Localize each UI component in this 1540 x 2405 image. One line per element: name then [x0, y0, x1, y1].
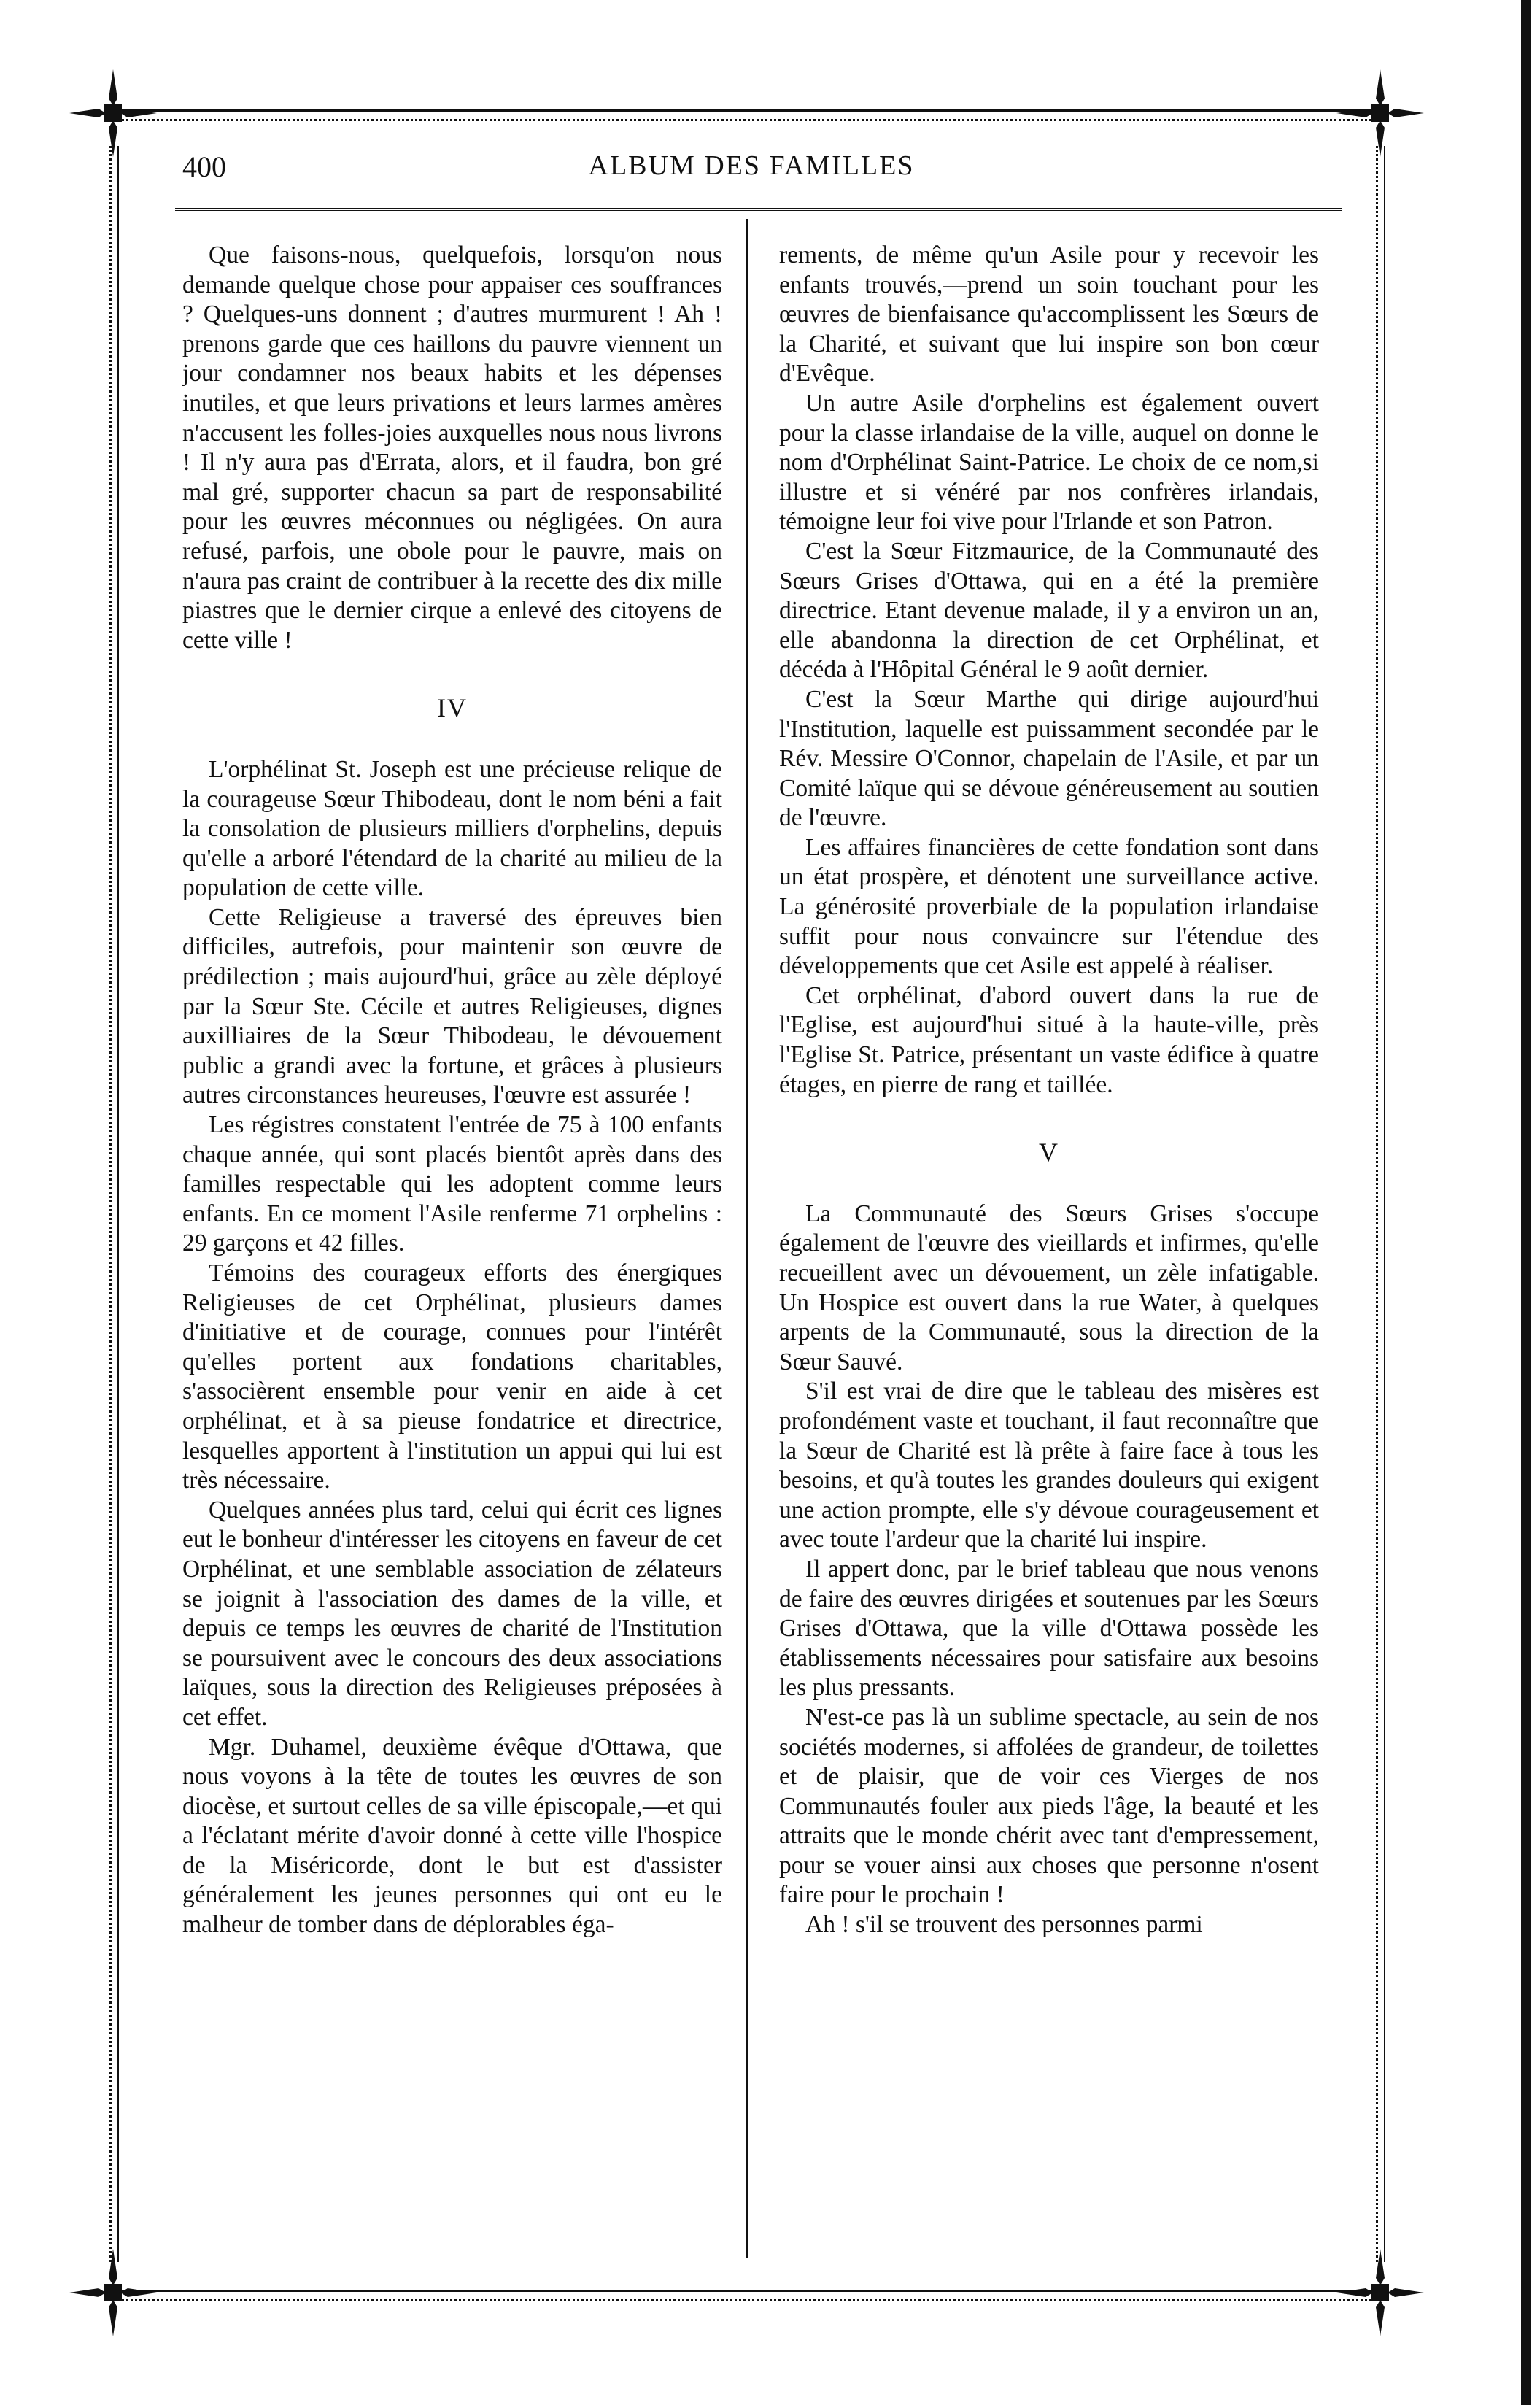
- section-heading-v: V: [1039, 1138, 1059, 1167]
- right-column: [779, 241, 1319, 1940]
- running-title: ALBUM DES FAMILLES: [588, 150, 915, 181]
- paragraph: Quelques années plus tard, celui qui écrit ces lignes eut le bonheur d'intéresser les citoyens en faveur de cet Orphélinat, et une semblable association de zélateurs se joignit à l'association des dames de la ville, et depuis ce temps les œuvres de charité de l'Institution se poursuivent avec le concours des deux associations laïques, sous la direction des Religieuses préposées à cet effet.: [182, 1496, 722, 1731]
- left-column: [182, 241, 722, 1940]
- page-edge-bar: [1521, 0, 1531, 2405]
- corner-ornament-icon: [1336, 2249, 1424, 2336]
- paragraph: Les régistres constatent l'entrée de 75 à 100 enfants chaque année, qui sont placés bientôt après dans des familles respectable qui les adoptent comme leurs enfants. En ce moment l'Asile renferme 71 orphelins : 29 garçons et 42 filles.: [182, 1111, 722, 1257]
- paragraph: C'est la Sœur Marthe qui dirige aujourd'hui l'Institution, laquelle est puissamment secondée par le Rév. Messire O'Connor, chapelain de l'Asile, et par un Comité laïque qui se dévoue généreusement au soutien de l'œuvre.: [779, 685, 1319, 832]
- top-border-rule: [117, 109, 1371, 121]
- paragraph: Les affaires financières de cette fondation sont dans un état prospère, et dénotent une surveillance active. La générosité proverbiale de la population irlandaise suffit pour nous convaincre sur l'étendue des développements que cet Asile est appelé à réaliser.: [779, 833, 1319, 980]
- paragraph: L'orphélinat St. Joseph est une précieuse relique de la courageuse Sœur Thibodeau, dont le nom béni a fait la consolation de plusieurs milliers d'orphelins, depuis qu'elle a arboré l'étendard de la charité au milieu de la population de cette ville.: [182, 755, 722, 902]
- paragraph: Il appert donc, par le brief tableau que nous venons de faire des œuvres dirigées et soutenues par les Sœurs Grises d'Ottawa, que la ville d'Ottawa possède les établissements nécessaires pour satisfaire aux besoins les plus pressants.: [779, 1555, 1319, 1702]
- page-header: [175, 150, 1328, 193]
- right-border-rule: [1376, 146, 1385, 2262]
- header-rule: [175, 208, 1342, 211]
- column-divider: [746, 219, 748, 2258]
- paragraph: S'il est vrai de dire que le tableau des misères est profondément vaste et touchant, il faut reconnaître que la Sœur de Charité est là prête à faire face à tous les besoins, et qu'à toutes les grandes douleurs qui exigent une action prompte, elle s'y dévoue courageusement et avec toute l'ardeur que la charité lui inspire.: [779, 1378, 1319, 1553]
- corner-ornament-icon: [69, 2249, 157, 2336]
- paragraph: Que faisons-nous, quelquefois, lorsqu'on nous demande quelque chose pour appaiser ces souffrances ? Quelques-uns donnent ; d'autres murmurent ! Ah ! prenons garde que ces haillons du pauvre viennent un jour condamner nos beaux habits et les dépenses inutiles, et que leurs privations et leurs larmes amères n'accusent les folles-joies auxquelles nous nous livrons ! Il n'y aura pas d'Errata, alors, et il faudra, bon gré mal gré, supporter chacun sa part de responsabilité pour les œuvres méconnues ou négligées. On aura refusé, parfois, une obole pour le pauvre, mais on n'aura pas craint de contribuer à la recette des dix mille piastres que le dernier cirque a enlevé des citoyens de cette ville !: [182, 242, 722, 654]
- paragraph: Mgr. Duhamel, deuxième évêque d'Ottawa, que nous voyons à la tête de toutes les œuvres de son diocèse, et surtout celles de sa ville épiscopale,—et qui a l'éclatant mérite d'avoir donné à cette ville l'hospice de la Miséricorde, dont le but est d'assister généralement les jeunes personnes qui ont eu le malheur de tomber dans de déplorables éga-: [182, 1733, 722, 1939]
- paragraph: Ah ! s'il se trouvent des personnes parmi: [805, 1911, 1203, 1939]
- paragraph: Un autre Asile d'orphelins est également ouvert pour la classe irlandaise de la ville, auquel on donne le nom d'Orphélinat Saint-Patrice. Le choix de ce nom,si illustre et si vénéré par nos confrères irlandais, témoigne leur foi vive pour l'Irlande et son Patron.: [779, 389, 1319, 536]
- page-number: 400: [182, 150, 226, 183]
- paragraph: C'est la Sœur Fitzmaurice, de la Communauté des Sœurs Grises d'Ottawa, qui en a été la première directrice. Etant devenue malade, il y a environ un an, elle abandonna la direction de cet Orphélinat, et décéda à l'Hôpital Général le 9 août dernier.: [779, 537, 1319, 684]
- paragraph: rements, de même qu'un Asile pour y recevoir les enfants trouvés,—prend un soin touchant pour les œuvres de bienfaisance qu'accomplissent les Sœurs de la Charité, et suivant que lui inspire son bon cœur d'Evêque.: [779, 242, 1319, 387]
- paragraph: N'est-ce pas là un sublime spectacle, au sein de nos sociétés modernes, si affolées de grandeur, de toilettes et de plaisir, que de voir ces Vierges de nos Communautés fouler aux pieds l'âge, la beauté et les attraits que le monde chérit avec tant d'empressement, pour se vouer ainsi aux choses que personne n'osent faire pour le prochain !: [779, 1703, 1319, 1909]
- section-heading-iv: IV: [437, 693, 468, 723]
- paragraph: Cet orphélinat, d'abord ouvert dans la rue de l'Eglise, est aujourd'hui situé à la haute-ville, près l'Eglise St. Patrice, présentant un vaste édifice à quatre étages, en pierre de rang et taillée.: [779, 981, 1319, 1098]
- corner-ornament-icon: [69, 69, 157, 157]
- bottom-border-rule: [117, 2290, 1371, 2301]
- paragraph: Témoins des courageux efforts des énergiques Religieuses de cet Orphélinat, plusieurs dames d'initiative et de courage, connues pour l'intérêt qu'elles portent aux fondations charitables, s'associèrent ensemble pour venir en aide à cet orphélinat, et à sa pieuse fondatrice et directrice, lesquelles apportent à l'institution un appui qui lui est très nécessaire.: [182, 1259, 722, 1494]
- paragraph: Cette Religieuse a traversé des épreuves bien difficiles, autrefois, pour maintenir son œuvre de prédilection ; mais aujourd'hui, grâce au zèle déployé par la Sœur Ste. Cécile et autres Religieuses, dignes auxilliaires de la Sœur Thibodeau, le dévouement public a grandi avec la fortune, et grâces à plusieurs autres circonstances heureuses, l'œuvre est assurée !: [182, 903, 722, 1109]
- paragraph: La Communauté des Sœurs Grises s'occupe également de l'œuvre des vieillards et infirmes, qu'elle recueillent avec un dévouement, un zèle infatigable. Un Hospice est ouvert dans la rue Water, à quelques arpents de la Communauté, sous la direction de la Sœur Sauvé.: [779, 1200, 1319, 1375]
- corner-ornament-icon: [1336, 69, 1424, 157]
- left-border-rule: [109, 146, 119, 2262]
